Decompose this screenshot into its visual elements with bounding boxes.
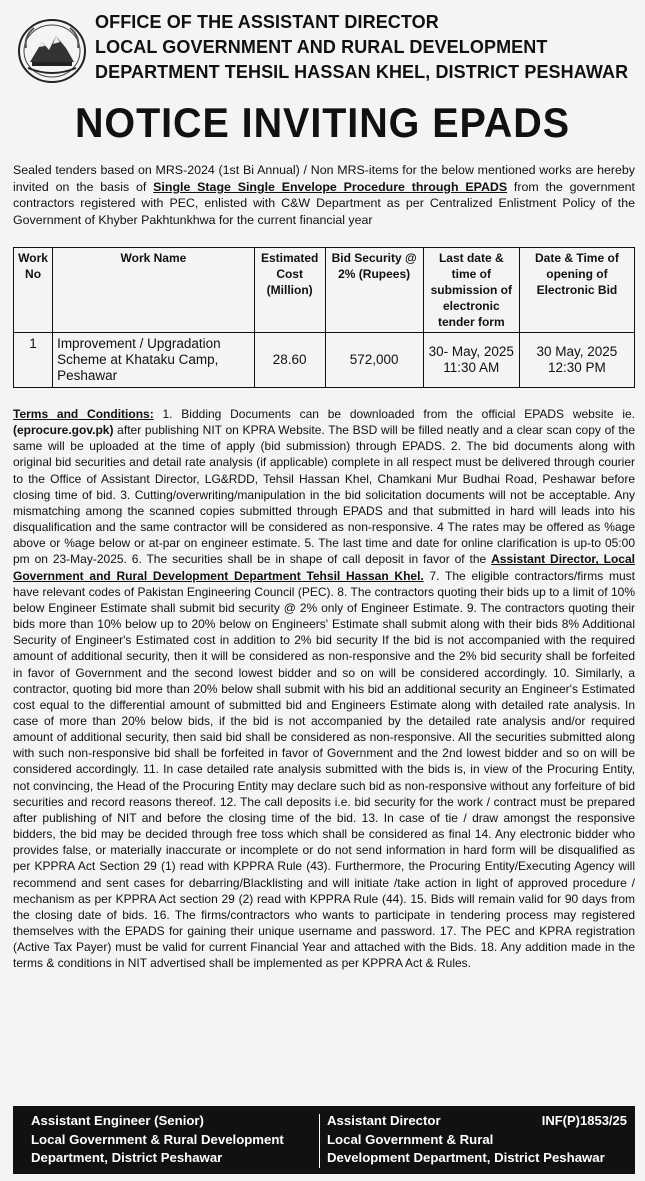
header (10, 8, 635, 90)
footer-left (31, 1112, 284, 1168)
intro-paragraph (13, 162, 635, 229)
row-cost: 28.60 (254, 333, 325, 388)
footer-left-line-1: Assistant Engineer (Senior) (31, 1113, 204, 1128)
notice-title: NOTICE INVITING EPADS (74, 99, 570, 146)
table-header-row (14, 248, 635, 333)
header-line-2: LOCAL GOVERNMENT AND RURAL DEVELOPMENT (95, 37, 548, 57)
footer-divider (319, 1114, 320, 1168)
header-line-3: DEPARTMENT TEHSIL HASSAN KHEL, DISTRICT PESHAWAR (95, 62, 629, 82)
row-security: 572,000 (325, 333, 423, 388)
col-last-date: Last date & time of submission of electronic tender form (423, 248, 519, 333)
col-work-name: Work Name (53, 248, 255, 333)
col-security: Bid Security @ 2% (Rupees) (325, 248, 423, 333)
row-opening (519, 333, 634, 388)
footer-reference: INF(P)1853/25 (541, 1113, 627, 1128)
footer-right-line-1: Assistant Director (327, 1113, 441, 1128)
table-row (14, 333, 635, 388)
row-last-date-day: 30- May, 2025 (428, 344, 514, 359)
row-work-name: Improvement / Upgradation Scheme at Khataku Camp, Peshawar (53, 333, 255, 388)
col-opening: Date & Time of opening of Electronic Bid (519, 248, 634, 333)
kpk-emblem-icon (16, 18, 88, 84)
intro-text-2: from the government contractors registered with PEC, enlisted with C&W Department as per Centralized Enlistment Policy of the Government of Khyber Pakhtunkhwa for the current financial year (13, 179, 635, 228)
tender-table (13, 247, 635, 388)
terms-text-2: after publishing NIT on KPRA Website. The BSD will be filled neatly and a clear scan copy of the same will be uploaded at the time of apply (bid submission) through EPADS. 2. The bid documents along with original bid securities and detail rate analysis (if applicable) complete in all respect must be delivered through courier to the Office of Assistant Director, LG&RDD, Tehsil Hassan Khel, Chamkani Mur Budhai Road, Peshawar before closing time of bid. 3. Cutting/overwriting/manipulation in the bid solicitation documents will not be acceptable. Any mismatching among the scanned copies submitted through EPADS and that submitted in hard will leads into his disqualification and the same contractor will be considered as non-responsive. 4 The rates may be offered as %age above or %age below or at-par on engineer estimate. 5. The last time and date for online clarification is up-to 05:00 pm on 23-May-2025. 6. The securities shall be in shape of call deposit in favor of the (13, 423, 635, 567)
intro-text-1: Sealed tenders based on MRS-2024 (1st Bi Annual) / Non MRS-items for the below mentioned works are hereby invited on the basis of (13, 163, 635, 194)
procedure-name: Single Stage Single Envelope Procedure through EPADS (153, 179, 508, 194)
terms-text-1: 1. Bidding Documents can be downloaded from the official EPADS website ie. (153, 407, 635, 421)
footer-signatures (13, 1106, 635, 1174)
col-work-no: Work No (14, 248, 53, 333)
terms-favor: Assistant Director, Local Government and Rural Development Department Tehsil Hassan Khel. (13, 552, 635, 583)
terms-text-3: 7. The eligible contractors/firms must have relevant codes of Pakistan Engineering Council (PEC). 8. The contractors quoting their bids up to a limit of 10% below Engineer Estimate shall submit bid security @ 2% only of Engineer Estimate. 9. The contractors quoting their bids more than 10% below up to 20% below on Engineers' Estimate shall submit along with their bids 8% Additional Security of Engineer's Estimated cost in addition to 2% bid security If the bid is not accompanied with the required amount of additional security, then it will be considered as non-responsive and the 2% bid security shall be forfeited in favor of Government and the second lowest bidder and so on will be considered accordingly. 10. Similarly, a contractor, quoting bid more than 20% below shall submit with his bid an additional security an Engineer's Estimated cost equal to the differential amount of submitted bid and Engineers Estimate along with detailed rate analysis. In case of more than 20% below bids, if the bid is not accompanied by the detailed rate analysis and/or required amount of additional security, then said bid shall be considered as non-responsive. All the securities submitted along with such non-responsive bid shall be forfeited in favor of Government and the 2nd lowest bidder and so on will be considered accordingly. 11. In case detailed rate analysis submitted with the bids is, in view of the Procuring Entity, not convincing, the Head of the Procuring Entity may declare such bid as non-responsive without any forfeiture of bid securities and record reasons thereof. 12. The call deposits i.e. bid security for the work / contract must be prepared after publishing of NIT and before the closing time of the bid. 13. In case of tie / draw amongst the responsive bidders, the bid may be decided through free toss which shall be considered as final 14. Any electronic bidder who provides false, or materially inaccurate or incomplete or do not send information in hard form will be disqualified as per KPPRA Act Section 29 (1) read with KPPRA Rule (43). Furthermore, the Procuring Entity/Executing Agency will recommend and sent cases for debarring/Blacklisting and will initiate /take action in light of approved procedure / mechanism as per KPPRA Act section 29 (2) read with KPPRA Rule (44). 15. Bids will remain valid for 90 days from the closing date of bids. 16. The firms/contractors who wants to participate in tendering process may registered themselves with the EPADS for gaining their unique username and password. 17. The PEC and KPRA registration (Active Tax Payer) must be valid for current Financial Year and attached with the Bids. 18. Any addition made in the terms & conditions in NIT advertised shall be implemented as per KPPRA Act & Rules. (13, 568, 636, 971)
col-cost: Estimated Cost (Million) (254, 248, 325, 333)
footer-left-line-3: Department, District Peshawar (31, 1150, 223, 1165)
row-opening-day: 30 May, 2025 (536, 344, 618, 359)
footer-right-line-3: Development Department, District Peshawar (327, 1150, 605, 1165)
row-work-no: 1 (14, 333, 53, 388)
header-line-1: OFFICE OF THE ASSISTANT DIRECTOR (95, 12, 439, 32)
footer-right-line-2: Local Government & Rural (327, 1131, 494, 1147)
row-last-date (423, 333, 519, 388)
row-last-date-time: 11:30 AM (443, 360, 500, 375)
terms-heading: Terms and Conditions: (13, 407, 154, 421)
footer-left-line-2: Local Government & Rural Development (31, 1131, 284, 1147)
terms-paragraph (13, 406, 635, 971)
terms-website: (eprocure.gov.pk) (13, 423, 114, 438)
row-opening-time: 12:30 PM (548, 360, 606, 375)
